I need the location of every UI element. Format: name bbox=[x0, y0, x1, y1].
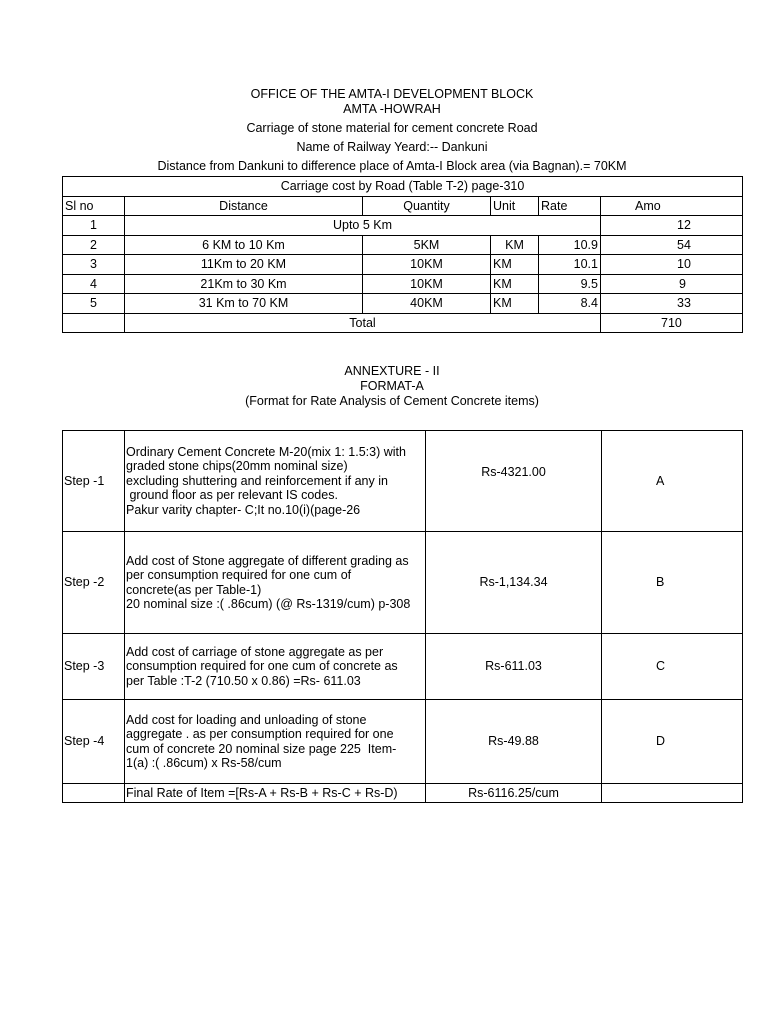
office-location: AMTA -HOWRAH bbox=[343, 102, 441, 116]
table-row bbox=[63, 216, 743, 236]
document-subject: Carriage of stone material for cement concrete Road bbox=[246, 121, 538, 135]
total-label: Total bbox=[125, 313, 601, 333]
format-title: FORMAT-A bbox=[360, 379, 424, 393]
rate-analysis-table bbox=[62, 430, 743, 803]
annexure-title: ANNEXTURE - II bbox=[344, 364, 440, 378]
amount-cell: 12 bbox=[601, 216, 743, 236]
rate-cell: 10.1 bbox=[539, 255, 601, 275]
table-row bbox=[63, 294, 743, 314]
distance-cell: 11Km to 20 KM bbox=[125, 255, 363, 275]
total-amount: 710 bbox=[601, 313, 743, 333]
railway-yard: Name of Railway Yeard:-- Dankuni bbox=[296, 140, 488, 154]
amount-cell: 54 bbox=[601, 235, 743, 255]
final-rate-amount: Rs-6116.25/cum bbox=[426, 784, 602, 803]
desc-line: Ordinary Cement Concrete M-20(mix 1: 1.5:3) with bbox=[126, 444, 406, 459]
table-row bbox=[63, 235, 743, 255]
office-title: OFFICE OF THE AMTA-I DEVELOPMENT BLOCK bbox=[250, 87, 534, 101]
desc-line: Add cost for loading and unloading of stone bbox=[126, 712, 367, 727]
carriage-table-viewport bbox=[62, 176, 691, 334]
empty-cell bbox=[602, 784, 743, 803]
sl-cell: 4 bbox=[63, 274, 125, 294]
desc-line: consumption required for one cum of concrete as bbox=[126, 659, 398, 674]
carriage-cost-table bbox=[62, 176, 743, 333]
step-description bbox=[125, 532, 426, 634]
empty-cell bbox=[63, 313, 125, 333]
final-rate-label: Final Rate of Item =[Rs-A + Rs-B + Rs-C + Rs-D) bbox=[125, 784, 426, 803]
desc-line: graded stone chips(20mm nominal size) bbox=[126, 459, 348, 474]
step-ref: C bbox=[602, 634, 743, 700]
step-amount: Rs-4321.00 bbox=[426, 431, 602, 532]
distance-cell: 6 KM to 10 Km bbox=[125, 235, 363, 255]
amount-cell: 33 bbox=[601, 294, 743, 314]
distance-cell: 31 Km to 70 KM bbox=[125, 294, 363, 314]
desc-line: per Table :T-2 (710.50 x 0.86) =Rs- 611.03 bbox=[126, 673, 361, 688]
col-header: Quantity bbox=[363, 196, 491, 216]
step-ref: D bbox=[602, 700, 743, 784]
desc-line: 20 nominal size :( .86cum) (@ Rs-1319/cum) p-308 bbox=[126, 597, 411, 611]
desc-line: ground floor as per relevant IS codes. bbox=[126, 488, 338, 503]
col-header: Distance bbox=[125, 196, 363, 216]
quantity-cell: 40KM bbox=[363, 294, 491, 314]
step-amount: Rs-611.03 bbox=[426, 634, 602, 700]
unit-cell: KM bbox=[491, 274, 539, 294]
distance-cell: Upto 5 Km bbox=[125, 216, 601, 236]
desc-line: Add cost of carriage of stone aggregate as per bbox=[126, 644, 384, 659]
step-label: Step -1 bbox=[63, 431, 125, 532]
quantity-cell: 5KM bbox=[363, 235, 491, 255]
desc-line: 1(a) :( .86cum) x Rs-58/cum bbox=[126, 756, 282, 770]
amount-cell: 10 bbox=[601, 255, 743, 275]
table-row bbox=[63, 255, 743, 275]
step-ref: A bbox=[602, 431, 743, 532]
col-header: Rate bbox=[539, 196, 601, 216]
amount-cell: 9 bbox=[601, 274, 743, 294]
step-label: Step -2 bbox=[63, 532, 125, 634]
rate-analysis-viewport bbox=[62, 430, 666, 805]
desc-line: Add cost of Stone aggregate of different grading as bbox=[126, 553, 409, 568]
step-amount: Rs-49.88 bbox=[426, 700, 602, 784]
step-description bbox=[125, 634, 426, 700]
sl-cell: 2 bbox=[63, 235, 125, 255]
unit-cell: KM bbox=[491, 235, 539, 255]
desc-line: excluding shuttering and reinforcement if any in bbox=[126, 473, 388, 488]
empty-cell bbox=[63, 784, 125, 803]
carriage-table-title: Carriage cost by Road (Table T-2) page-310 bbox=[63, 177, 743, 197]
format-description: (Format for Rate Analysis of Cement Concrete items) bbox=[245, 394, 539, 408]
step-label: Step -4 bbox=[63, 700, 125, 784]
step-amount: Rs-1,134.34 bbox=[426, 532, 602, 634]
step-label: Step -3 bbox=[63, 634, 125, 700]
table-row bbox=[63, 700, 743, 784]
final-rate-row bbox=[63, 784, 743, 803]
desc-line: Pakur varity chapter- C;It no.10(i)(page-26 bbox=[126, 502, 361, 517]
desc-line: per consumption required for one cum of bbox=[126, 568, 352, 582]
col-header: Sl no bbox=[63, 196, 125, 216]
table-row bbox=[63, 634, 743, 700]
distance-cell: 21Km to 30 Km bbox=[125, 274, 363, 294]
step-description bbox=[125, 431, 426, 532]
quantity-cell: 10KM bbox=[363, 274, 491, 294]
step-ref: B bbox=[602, 532, 743, 634]
table-header-row bbox=[63, 196, 743, 216]
unit-cell: KM bbox=[491, 294, 539, 314]
sl-cell: 3 bbox=[63, 255, 125, 275]
col-header: Unit bbox=[491, 196, 539, 216]
desc-line: concrete(as per Table-1) bbox=[126, 582, 262, 597]
table-row bbox=[63, 532, 743, 634]
step-description bbox=[125, 700, 426, 784]
total-row bbox=[63, 313, 743, 333]
quantity-cell: 10KM bbox=[363, 255, 491, 275]
desc-line: cum of concrete 20 nominal size page 225 Item- bbox=[126, 741, 397, 756]
table-row bbox=[63, 274, 743, 294]
table-row bbox=[63, 431, 743, 532]
desc-line: aggregate . as per consumption required for one bbox=[126, 727, 394, 741]
sl-cell: 1 bbox=[63, 216, 125, 236]
rate-cell: 9.5 bbox=[539, 274, 601, 294]
unit-cell: KM bbox=[491, 255, 539, 275]
sl-cell: 5 bbox=[63, 294, 125, 314]
rate-cell: 8.4 bbox=[539, 294, 601, 314]
distance-note: Distance from Dankuni to difference place of Amta-I Block area (via Bagnan).= 70KM bbox=[157, 159, 627, 173]
rate-cell: 10.9 bbox=[539, 235, 601, 255]
col-header: Amo bbox=[601, 196, 743, 216]
